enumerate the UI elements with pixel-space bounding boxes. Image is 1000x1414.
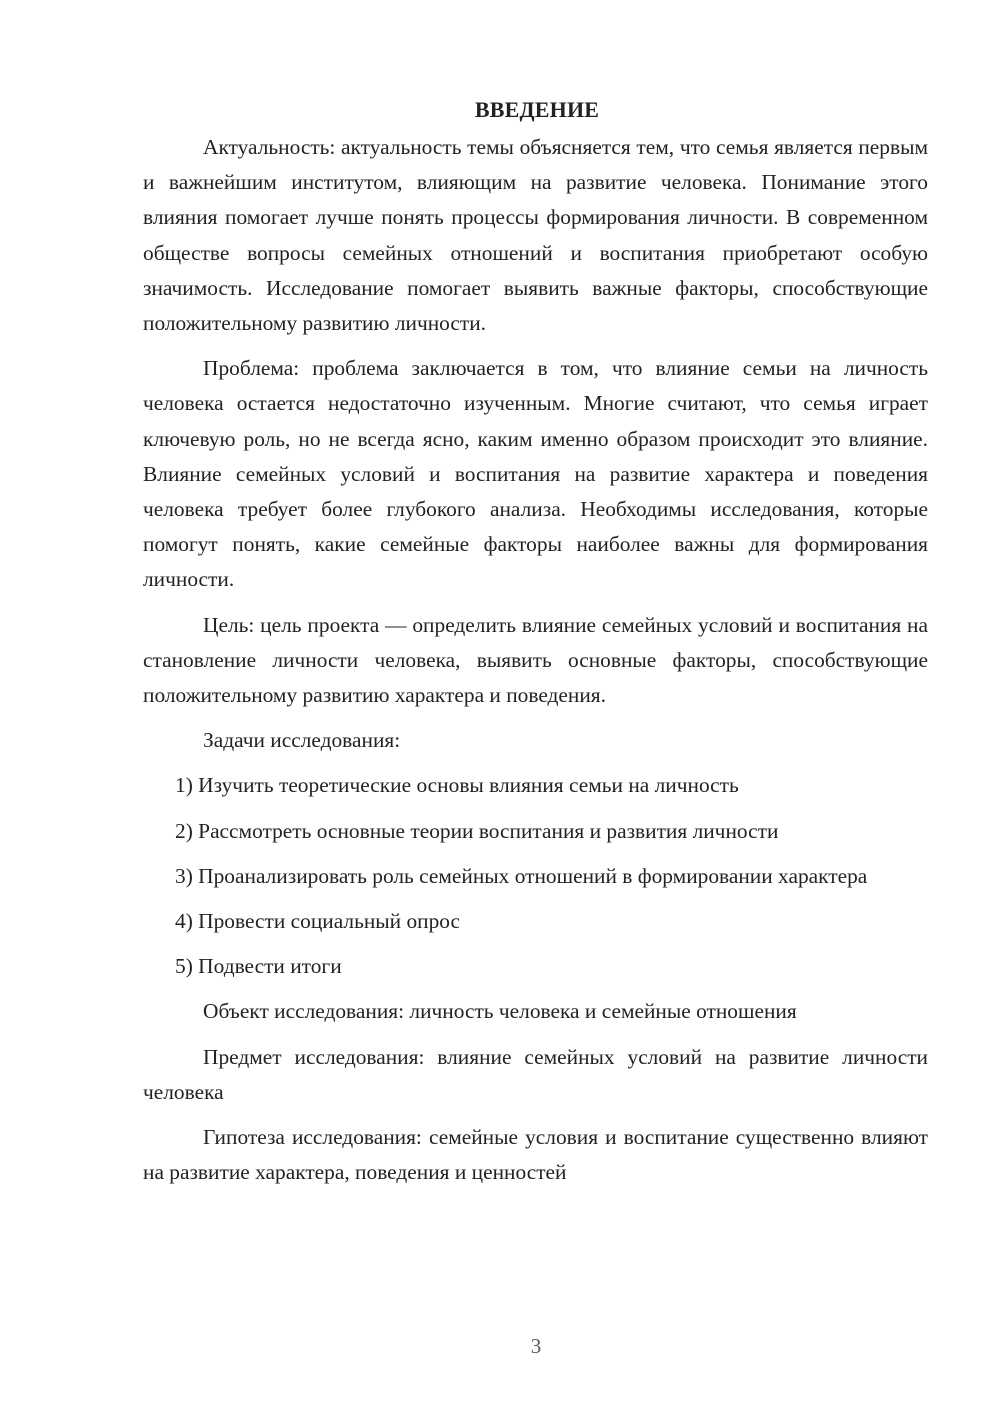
- list-item: 5) Подвести итоги: [175, 954, 342, 979]
- tasks-list: [143, 768, 928, 984]
- page-title: ВВЕДЕНИЕ: [474, 97, 600, 122]
- tasks-heading: Задачи исследования:: [203, 728, 401, 753]
- list-item: 4) Провести социальный опрос: [175, 909, 461, 934]
- list-item: 1) Изучить теоретические основы влияния семьи на личность: [175, 773, 739, 798]
- paragraph-goal: Цель: цель проекта — определить влияние семейных условий и воспитания на становление личности человека, выявить основные факторы, способствующие положительному развитию характера и поведения.: [143, 612, 928, 708]
- paragraph-problem: Проблема: проблема заключается в том, что влияние семьи на личность человека остается недостаточно изученным. Многие считают, что семья играет ключевую роль, но не всегда ясно, каким именно образом происходит это влияние. Влияние семейных условий и воспитания на развитие характера и поведения человека требует более глубокого анализа. Необходимы исследования, которые помогут понять, какие семейные факторы наиболее важны для формирования личности.: [143, 356, 928, 592]
- document-page: [143, 92, 928, 1200]
- list-item: 2) Рассмотреть основные теории воспитания и развития личности: [175, 818, 779, 843]
- paragraph-relevance: Актуальность: актуальность темы объясняется тем, что семья является первым и важнейшим институтом, влияющим на развитие человека. Понимание этого влияния помогает лучше понять процессы формирования личности. В современном обществе вопросы семейных отношений и воспитания приобретают особую значимость. Исследование помогает выявить важные факторы, способствующие положительному развитию личности.: [143, 135, 928, 336]
- page-number: 3: [530, 1334, 542, 1358]
- list-item: 3) Проанализировать роль семейных отношений в формировании характера: [175, 863, 868, 888]
- paragraph-hypothesis: Гипотеза исследования: семейные условия и воспитание существенно влияют на развитие характера, поведения и ценностей: [143, 1125, 928, 1185]
- paragraph-object: Объект исследования: личность человека и семейные отношения: [203, 999, 797, 1024]
- paragraph-subject: Предмет исследования: влияние семейных условий на развитие личности человека: [143, 1044, 928, 1104]
